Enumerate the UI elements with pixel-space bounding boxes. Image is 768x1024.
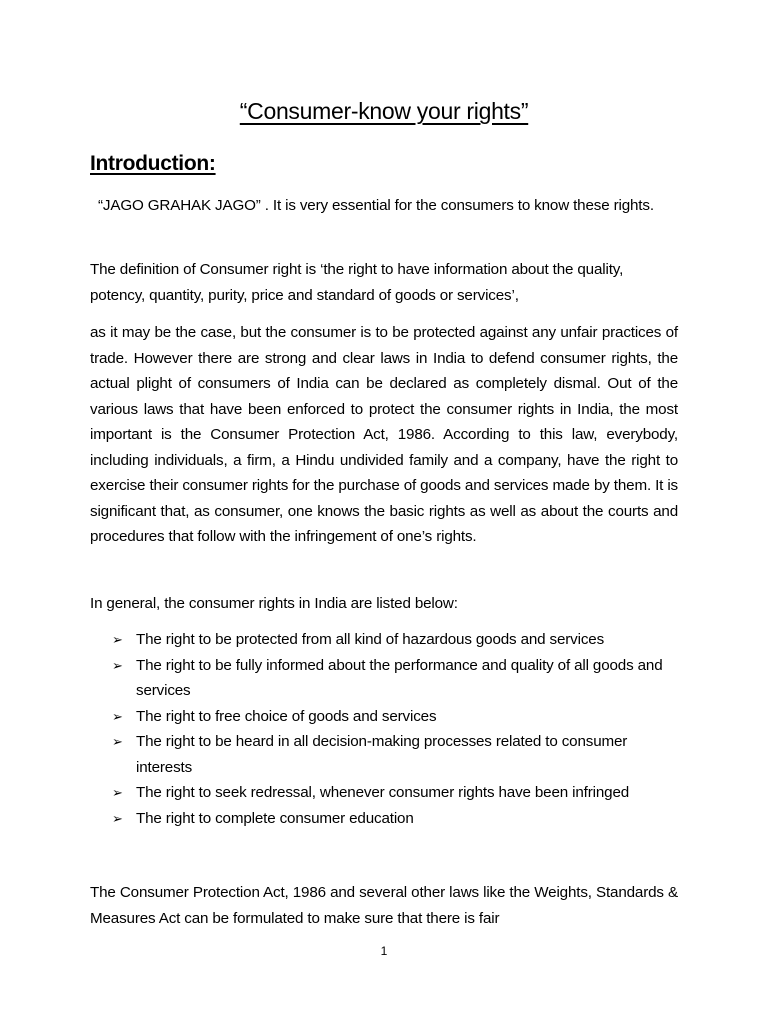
list-item-text: The right to be fully informed about the performance and quality of all goods and services [136, 656, 663, 699]
list-item [112, 780, 682, 806]
list-item [112, 704, 682, 730]
body-paragraph: as it may be the case, but the consumer is to be protected against any unfair practices of trade. However there are strong and clear laws in India to defend consumer rights, the actual plight of consumers of India can be declared as completely dismal. Out of the various laws that have been enforced to protect the consumer rights in India, the most important is the Consumer Protection Act, 1986. According to this law, everybody, including individuals, a firm, a Hindu undivided family and a company, have the right to exercise their consumer rights for the purchase of goods and services made by them. It is significant that, as consumer, one knows the basic rights as well as about the courts and procedures that follow with the infringement of one’s rights. [90, 324, 678, 545]
intro-paragraph [90, 193, 678, 219]
arrowhead-bullet-icon: ➢ [112, 785, 123, 800]
arrowhead-bullet-icon: ➢ [112, 810, 123, 826]
arrowhead-bullet-icon: ➢ [112, 657, 123, 673]
closing-paragraph: The Consumer Protection Act, 1986 and several other laws like the Weights, Standards & Measures Act can be formulated to make sure that there is fair [90, 884, 678, 927]
list-item-text: The right to complete consumer education [136, 809, 414, 827]
definition-paragraph: The definition of Consumer right is ‘the right to have information about the quality, potency, quantity, purity, price and standard of goods or services’, [90, 261, 624, 304]
list-item-text: The right to seek redressal, whenever consumer rights have been infringed [136, 784, 630, 801]
document-title: “Consumer-know your rights” [239, 98, 529, 124]
list-item [112, 627, 682, 653]
list-intro-paragraph: In general, the consumer rights in India are listed below: [90, 595, 458, 612]
page-number: 1 [380, 944, 388, 958]
list-item-text: The right to be heard in all decision-making processes related to consumer interests [136, 733, 628, 776]
consumer-rights-list [112, 627, 682, 831]
list-item-text: The right to free choice of goods and services [136, 707, 437, 725]
introduction-heading: Introduction: [90, 152, 216, 175]
list-item-text: The right to be protected from all kind of hazardous goods and services [136, 631, 605, 648]
list-item [112, 653, 682, 704]
arrowhead-bullet-icon: ➢ [112, 632, 123, 647]
arrowhead-bullet-icon: ➢ [112, 708, 123, 724]
intro-paragraph-text: “JAGO GRAHAK JAGO” . It is very essential for the consumers to know these rights. [98, 197, 654, 214]
list-item [112, 729, 682, 780]
arrowhead-bullet-icon: ➢ [112, 734, 123, 749]
list-item [112, 806, 682, 832]
